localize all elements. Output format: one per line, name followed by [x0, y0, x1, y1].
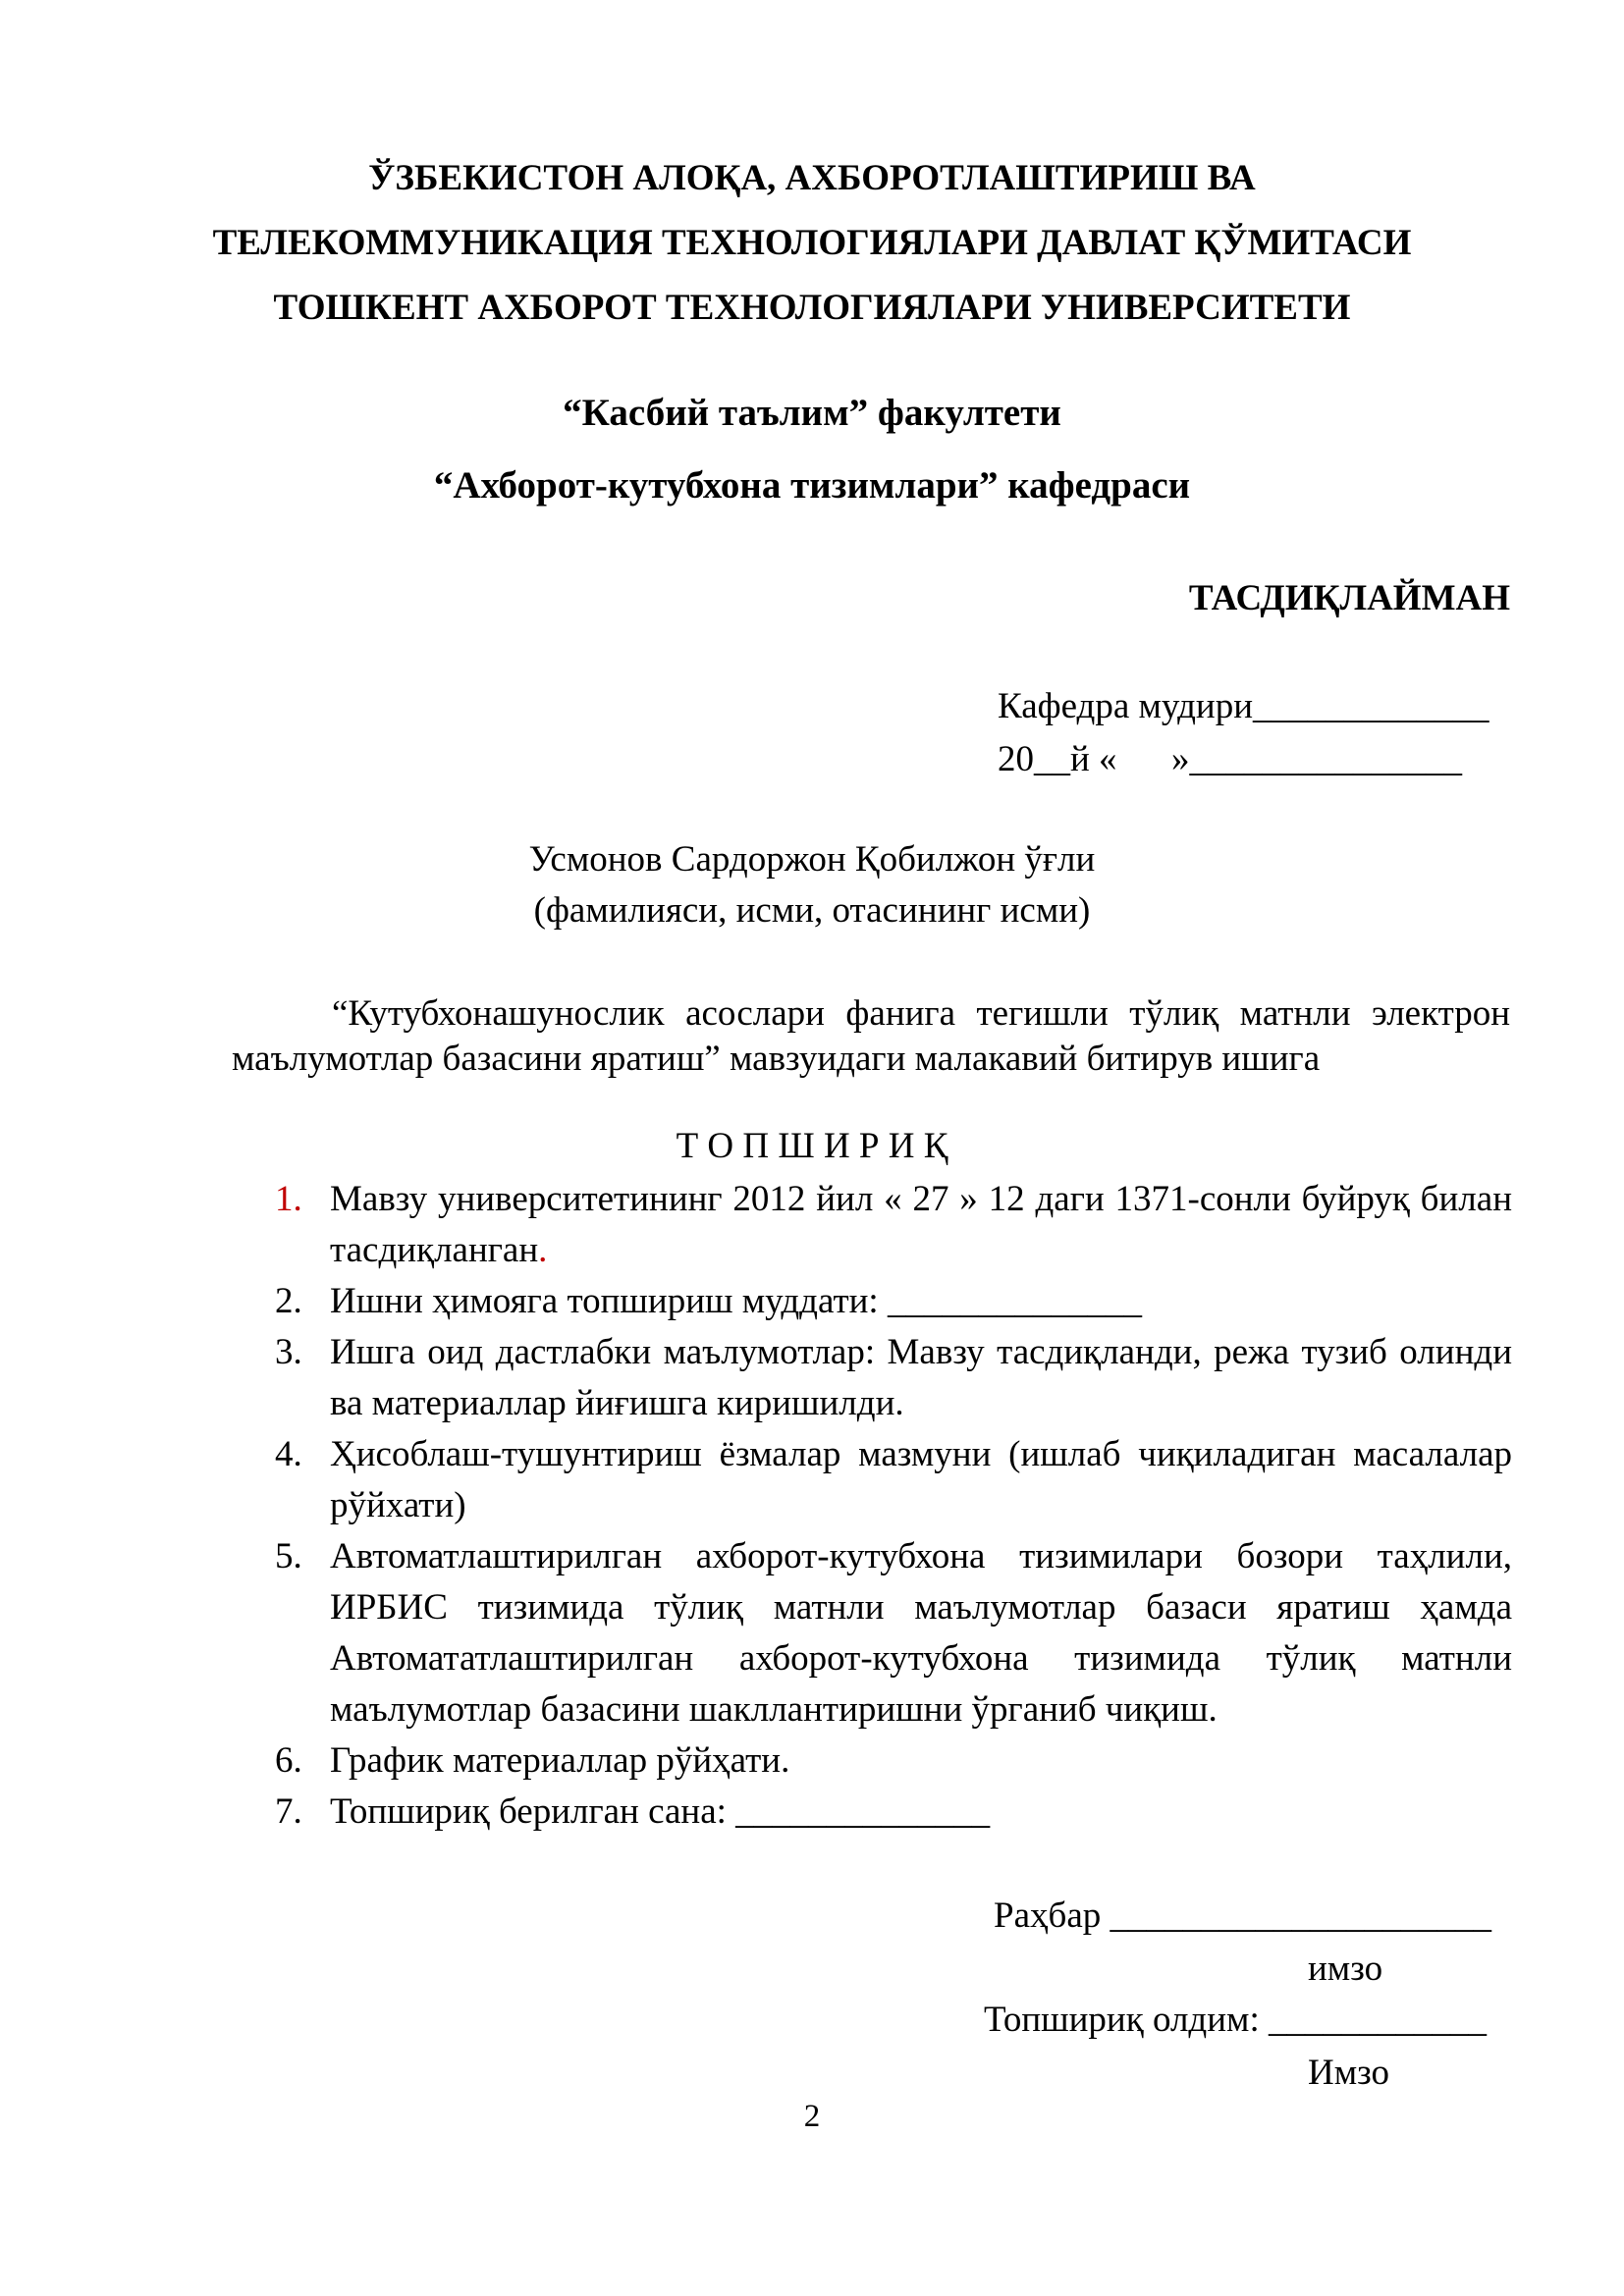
list-item-number: 7. [275, 1791, 302, 1832]
task-received-caption: Имзо [1308, 2053, 1390, 2093]
thesis-topic-line-2: маълумотлар базасини яратиш” мавзуидаги малакавий битирув ишига [232, 1039, 1321, 1079]
faculty-title: “Касбий таълим” факултети [563, 392, 1061, 434]
student-name: Усмонов Сардоржон Қобилжон ўғли [528, 839, 1096, 880]
header-line-1: ЎЗБЕКИСТОН АЛОҚА, АХБОРОТЛАШТИРИШ ВА [368, 158, 1256, 198]
supervisor-signature-caption: имзо [1308, 1949, 1383, 1989]
list-item-number: 3. [275, 1332, 302, 1372]
header-line-2: ТЕЛЕКОММУНИКАЦИЯ ТЕХНОЛОГИЯЛАРИ ДАВЛАТ ҚЎМИТАСИ [212, 223, 1412, 263]
supervisor-signature-line: Раҳбар _____________________ [994, 1896, 1491, 1936]
list-item-text-body: Мавзу университетининг 2012 йил « 27 » 12 даги 1371-сонли буйруқ билан тасдиқланган [330, 1179, 1512, 1270]
task-list [275, 1174, 1512, 1838]
list-item [275, 1327, 1512, 1429]
thesis-topic-line-1: “Кутубхонашунослик асослари фанига тегишли тўлиқ матнли электрон [332, 993, 1510, 1034]
list-item-number: 2. [275, 1281, 302, 1321]
list-item [275, 1174, 1512, 1276]
task-title: Т О П Ш И Р И Қ [676, 1126, 948, 1166]
approval-date-line: 20__й « »_______________ [998, 739, 1463, 779]
department-title: “Ахборот-кутубхона тизимлари” кафедраси [433, 464, 1191, 507]
list-item-text: Автоматлаштирилган ахборот-кутубхона тизимилари бозори таҳлили, ИРБИС тизимида тўлиқ матнли маълумотлар базаси яратиш ҳамда Автомататлаштирилган ахборот-кутубхона тизимида тўлиқ матнли маълумотлар базасини шакллантиришни ўрганиб чиқиш. [330, 1536, 1512, 1730]
list-item-text: Ишга оид дастлабки маълумотлар: Мавзу тасдиқланди, режа тузиб олинди ва материаллар йиғишга киришилди. [330, 1332, 1512, 1423]
list-item [275, 1531, 1512, 1735]
list-item-text: Топшириқ берилган сана: ______________ [330, 1791, 991, 1832]
list-item-number: 5. [275, 1536, 302, 1576]
list-item-number: 1. [275, 1179, 302, 1219]
list-item-text: Ҳисоблаш-тушунтириш ёзмалар мазмуни (ишлаб чиқиладиган масалалар рўйхати) [330, 1434, 1512, 1525]
page-number: 2 [803, 2099, 821, 2134]
approval-title: ТАСДИҚЛАЙМАН [1188, 578, 1510, 618]
list-item [275, 1787, 1512, 1838]
task-received-line: Топшириқ олдим: ____________ [984, 2000, 1487, 2040]
list-item-text: График материаллар рўйҳати. [330, 1740, 790, 1781]
list-item-text [330, 1174, 1512, 1276]
student-name-caption: (фамилияси, исми, отасининг исми) [533, 890, 1091, 931]
list-item-text-tail: . [538, 1230, 548, 1270]
thesis-topic [232, 991, 1510, 1082]
list-item-text: Ишни ҳимояга топшириш муддати: ______________ [330, 1281, 1142, 1321]
list-item [275, 1735, 1512, 1787]
list-item [275, 1429, 1512, 1531]
list-item-number: 6. [275, 1740, 302, 1781]
header-line-3: ТОШКЕНТ АХБОРОТ ТЕХНОЛОГИЯЛАРИ УНИВЕРСИТЕТИ [273, 288, 1351, 328]
list-item [275, 1276, 1512, 1327]
list-item-number: 4. [275, 1434, 302, 1474]
department-head-line: Кафедра мудири_____________ [998, 686, 1489, 726]
